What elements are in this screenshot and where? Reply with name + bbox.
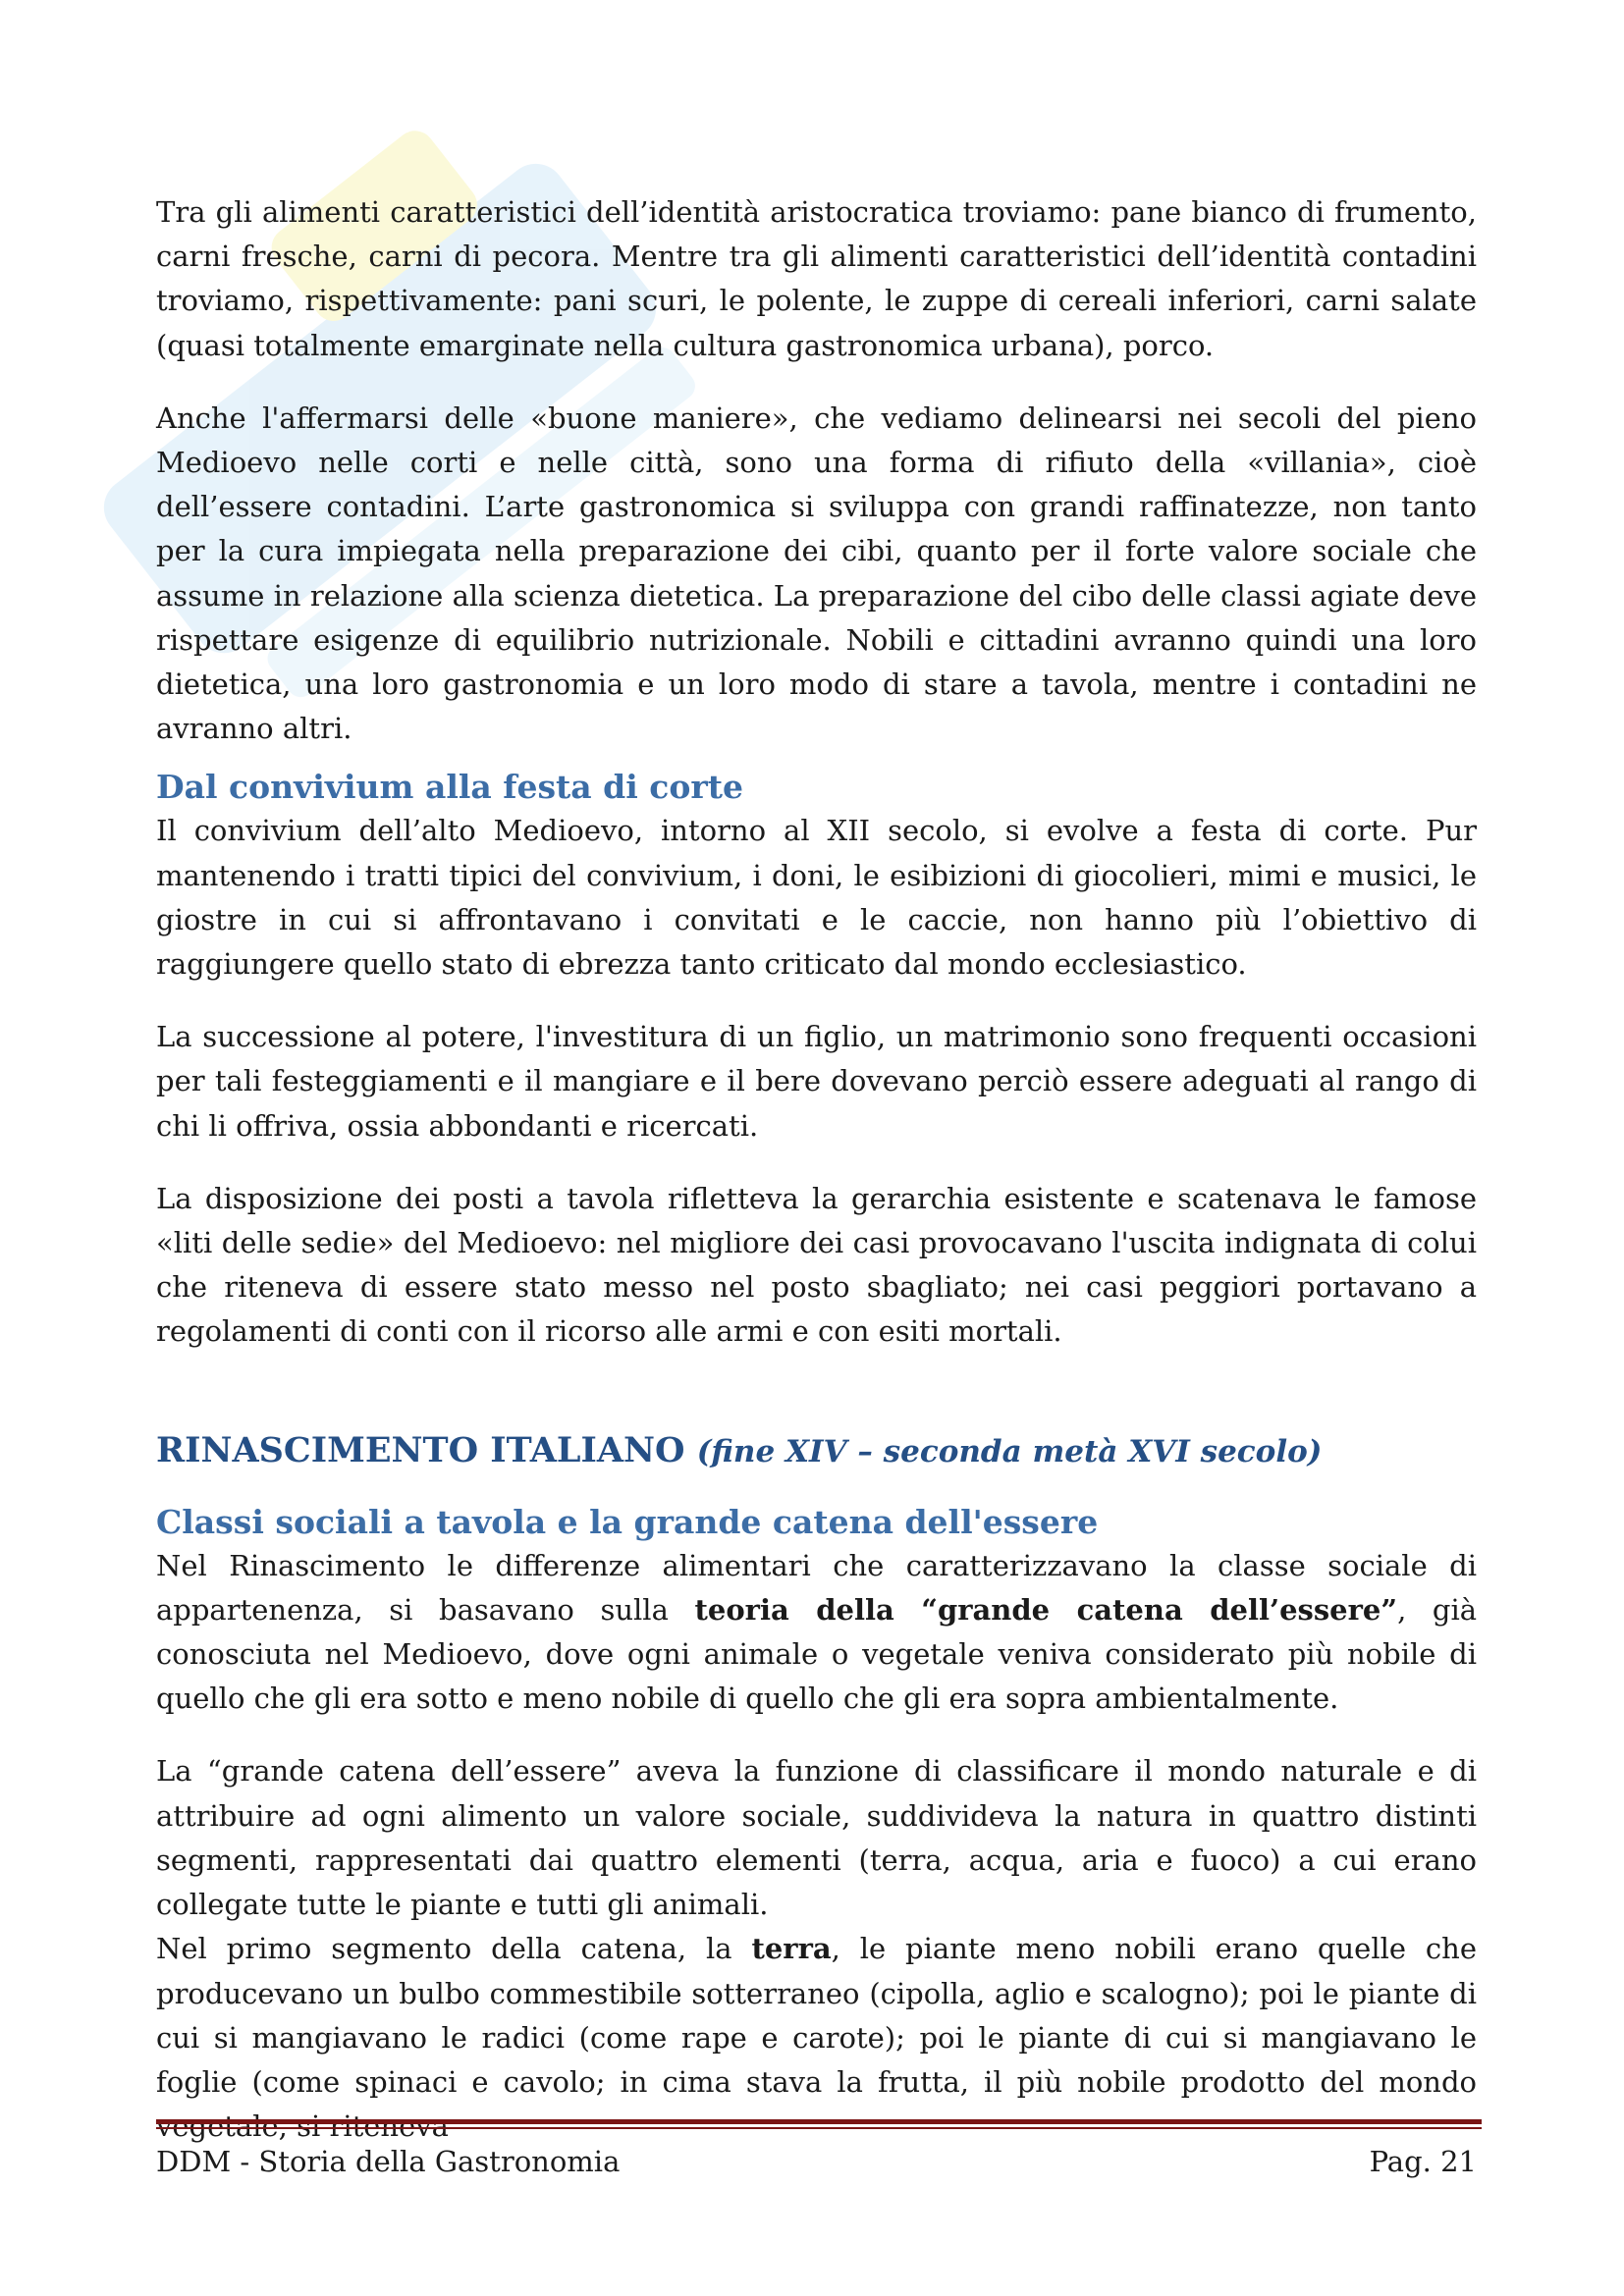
bold-term-terra: terra — [751, 1932, 832, 1966]
bold-term-grande-catena: teoria della “grande catena dell’essere” — [694, 1592, 1398, 1627]
text-segment: Nel primo segmento della catena, la — [156, 1932, 752, 1966]
paragraph-rinascimento-differenze — [156, 1544, 1477, 1722]
paragraph-grande-catena: La “grande catena dell’essere” aveva la funzione di classificare il mondo naturale e di attribuire ad ogni alimento un valore sociale, suddivideva la natura in quattro distinti segmenti, rappresentati dai quattro elementi (terra, acqua, aria e fuoco) a cui erano collegate tutte le piante e tutti gli animali. — [156, 1754, 1477, 1922]
paragraph-buone-maniere: Anche l'affermarsi delle «buone maniere», che vediamo delinearsi nei secoli del pieno Medioevo nelle corti e nelle città, sono una forma di rifiuto della «villania», cioè dell’essere contadini. L’arte gastronomica si sviluppa con grandi raffinatezze, non tanto per la cura impiegata nella preparazione dei cibi, quanto per il forte valore sociale che assume in relazione alla scienza dietetica. La preparazione del cibo delle classi agiate deve rispettare esigenze di equilibrio nutrizionale. Nobili e cittadini avranno quindi una loro dietetica, una loro gastronomia e un loro modo di stare a tavola, mentre i contadini ne avranno altri. — [156, 400, 1477, 746]
heading-convivium: Dal convivium alla festa di corte — [156, 768, 743, 807]
paragraph-identita-alimenti: Tra gli alimenti caratteristici dell’identità aristocratica troviamo: pane bianco di frumento, carni fresche, carni di pecora. Mentre tra gli alimenti caratteristici dell’identità contadini troviamo, rispettivamente: pani scuri, le polente, le zuppe di cereali inferiori, carni salate (quasi totalmente emarginate nella cultura gastronomica urbana), porco. — [156, 195, 1477, 362]
text-segment: , già conosciuta nel Medioevo, dove ogni animale o vegetale veniva considerato più nobile di quello che gli era sotto e meno nobile di quello che gli era sopra ambientalmente. — [156, 1592, 1478, 1716]
footer-document-title: DDM - Storia della Gastronomia — [156, 2145, 621, 2178]
text-segment: , le piante meno nobili erano quelle che producevano un bulbo commestibile sotterraneo (cipolla, aglio e scalogno); poi le piante di cui si mangiavano le radici (come rape e carote); poi le piante di cui si mangiavano le foglie (come spinaci e cavolo; in cima stava la frutta, il più nobile prodotto del mondo — [156, 1932, 1477, 2099]
page-body — [156, 190, 1477, 2149]
heading-classi-sociali: Classi sociali a tavola e la grande catena dell'essere — [156, 1502, 1099, 1541]
paragraph-convivium: Il convivium dell’alto Medioevo, intorno al XII secolo, si evolve a festa di corte. Pur mantenendo i tratti tipici del convivium, i doni, le esibizioni di giocolieri, mimi e musici, le giostre in cui si affrontavano i convitati e le caccie, non hanno più l’obiettivo di raggiungere quello stato di ebrezza tanto criticato dal mondo ecclesiastico. — [156, 814, 1477, 982]
text-segment: Nel Rinascimento le differenze alimentari che caratterizzavano la classe sociale di appartenenza, si basavano sulla — [156, 1548, 1477, 1627]
footer-rule-thick — [156, 2119, 1482, 2124]
paragraph-primo-segmento — [156, 1927, 1477, 2149]
paragraph-disposizione-posti: La disposizione dei posti a tavola rifletteva la gerarchia esistente e scatenava le famose «liti delle sedie» del Medioevo: nel migliore dei casi provocavano l'uscita indignata di colui che riteneva di essere stato messo nel posto sbagliato; nei casi peggiori portavano a regolamenti di conti con il ricorso alle armi e con esiti mortali. — [156, 1181, 1477, 1349]
paragraph-successione: La successione al potere, l'investitura di un figlio, un matrimonio sono frequenti occasioni per tali festeggiamenti e il mangiare e il bere dovevano perciò essere adeguati al rango di chi li offriva, ossia abbondanti e ricercati. — [156, 1020, 1477, 1143]
heading-rinascimento — [156, 1427, 1477, 1475]
heading-rinascimento-title: RINASCIMENTO ITALIANO — [156, 1429, 685, 1470]
footer-rule-thin — [156, 2127, 1482, 2129]
footer-page-number: Pag. 21 — [1369, 2145, 1477, 2178]
page-footer — [156, 2140, 1477, 2183]
heading-rinascimento-period: (fine XIV – seconda metà XVI secolo) — [696, 1433, 1323, 1469]
